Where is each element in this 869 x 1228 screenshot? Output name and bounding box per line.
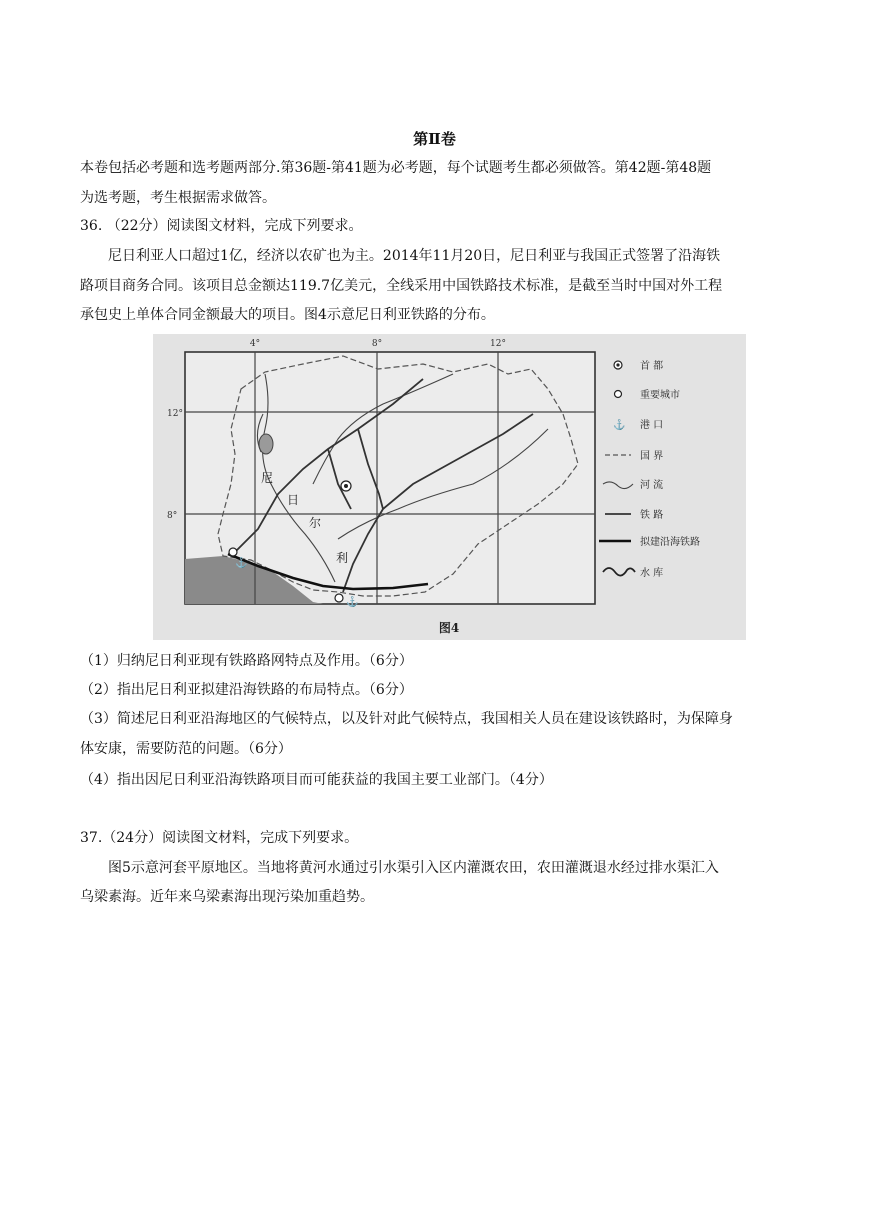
legend-label-border: 国 界 <box>640 451 664 462</box>
legend-label-railway: 铁 路 <box>640 510 664 521</box>
port-marker-portharcourt: ⚓ <box>346 597 359 608</box>
kainji-reservoir <box>259 434 273 454</box>
q36-question-4: （4）指出因尼日利亚沿海铁路项目而可能获益的我国主要工业部门。（4分） <box>80 772 553 788</box>
lat-label-12: 12° <box>167 409 183 419</box>
q36-question-3-line-2: 体安康，需要防范的问题。（6分） <box>80 741 292 757</box>
city-icon <box>615 391 622 398</box>
lat-label-8: 8° <box>167 511 178 521</box>
city-marker-portharcourt <box>335 594 343 602</box>
intro-line-2: 为选考题，考生根据需求做答。 <box>80 190 276 206</box>
port-marker-lagos: ⚓ <box>235 558 248 569</box>
q36-header: 36. （22分）阅读图文材料，完成下列要求。 <box>80 218 363 234</box>
capital-marker-dot <box>344 484 348 488</box>
nigeria-railway-map <box>153 334 746 640</box>
q36-question-2: （2）指出尼日利亚拟建沿海铁路的布局特点。（6分） <box>80 682 413 698</box>
intro-line-1: 本卷包括必考题和选考题两部分.第36题-第41题为必考题，每个试题考生都必须做答。第42题-第48题 <box>80 160 712 176</box>
country-label-1: 尼 <box>261 471 274 485</box>
lon-label-12: 12° <box>490 339 506 349</box>
lon-label-4: 4° <box>249 339 261 349</box>
q37-material-line-1: 图5示意河套平原地区。当地将黄河水通过引水渠引入区内灌溉农田，农田灌溉退水经过排水渠汇入 <box>108 860 719 876</box>
legend-label-capital: 首 都 <box>640 361 664 372</box>
q36-material-line-2: 路项目商务合同。该项目总金额达119.7亿美元，全线采用中国铁路技术标准，是截至当时中国对外工程 <box>80 278 723 294</box>
port-icon: ⚓ <box>613 420 626 431</box>
country-label-2: 日 <box>287 493 300 507</box>
q36-material-line-3: 承包史上单体合同金额最大的项目。图4示意尼日利亚铁路的分布。 <box>80 307 495 323</box>
section-title: 第Ⅱ卷 <box>413 130 456 148</box>
q37-material-line-2: 乌梁素海。近年来乌梁素海出现污染加重趋势。 <box>80 889 374 905</box>
legend-label-river: 河 流 <box>640 480 664 491</box>
q37-header: 37.（24分）阅读图文材料，完成下列要求。 <box>80 830 359 846</box>
q36-question-1: （1）归纳尼日利亚现有铁路路网特点及作用。（6分） <box>80 653 413 669</box>
lon-label-8: 8° <box>371 339 383 349</box>
legend-label-city: 重要城市 <box>640 390 680 401</box>
city-marker-lagos <box>229 548 237 556</box>
legend-label-reservoir: 水 库 <box>640 568 664 579</box>
q36-material-line-1: 尼日利亚人口超过1亿，经济以农矿也为主。2014年11月20日，尼日利亚与我国正式签署了沿海铁 <box>108 248 721 264</box>
q36-question-3-line-1: （3）简述尼日利亚沿海地区的气候特点，以及针对此气候特点，我国相关人员在建设该铁路时，为保障身 <box>80 711 733 727</box>
country-label-3: 尔 <box>309 516 322 530</box>
legend-label-planned-railway: 拟建沿海铁路 <box>640 537 700 548</box>
legend-label-port: 港 口 <box>640 420 664 431</box>
country-label-4: 利 <box>336 551 349 565</box>
figure-caption: 图4 <box>438 621 460 635</box>
